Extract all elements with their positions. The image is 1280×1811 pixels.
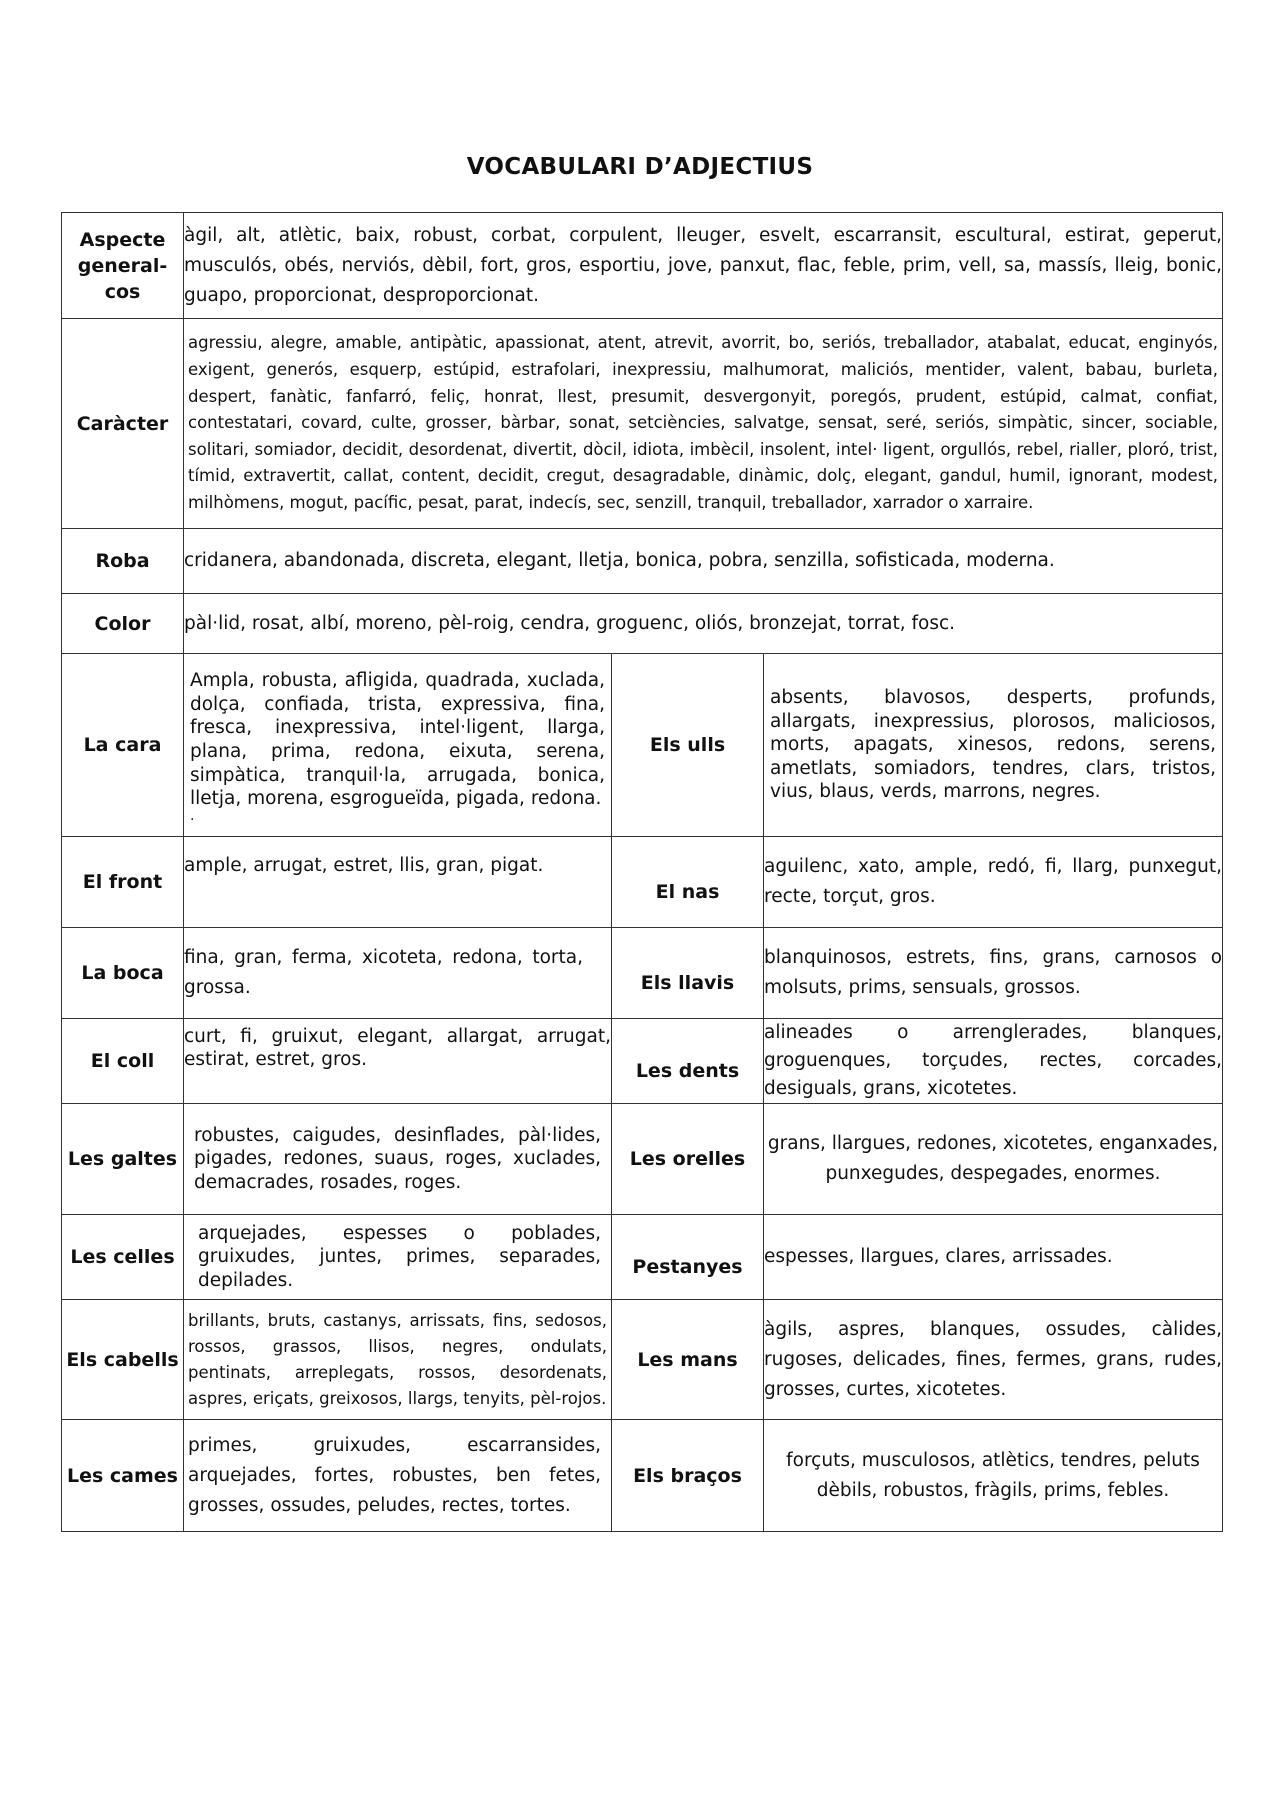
- row-text-dot: .: [190, 807, 195, 824]
- row-text-body: Ampla, robusta, afligida, quadrada, xuclada, dolça, confiada, trista, expressiva, fina, fresca, inexpressiva, intel·ligent, llarga, plana, prima, redona, eixuta, serena, simpàtica, tranquil·la, arrugada, bonica, lletja, morena, esgrogueïda, pigada, redona.: [190, 670, 605, 810]
- row-text: cridanera, abandonada, discreta, elegant, lletja, bonica, pobra, senzilla, sofisticada, moderna.: [184, 529, 1223, 594]
- row-text-2: absents, blavosos, desperts, profunds, allargats, inexpressius, plorosos, maliciosos, morts, apagats, xinesos, redons, serens, ametlats, somiadors, tendres, clars, tristos, vius, blaus, verds, marrons, negres.: [764, 654, 1223, 837]
- row-label: Color: [62, 594, 184, 654]
- row-label: Aspecte general-cos: [62, 213, 184, 319]
- row-text-2: forçuts, musculosos, atlètics, tendres, peluts dèbils, robustos, fràgils, prims, febles.: [764, 1420, 1223, 1532]
- row-label-2: Els llavis: [612, 928, 764, 1019]
- table-row: [62, 1019, 1223, 1104]
- row-text-2: blanquinosos, estrets, fins, grans, carnosos o molsuts, prims, sensuals, grossos.: [764, 928, 1223, 1019]
- row-text: pàl·lid, rosat, albí, moreno, pèl-roig, cendra, groguenc, oliós, bronzejat, torrat, fosc.: [184, 594, 1223, 654]
- table-row: [62, 529, 1223, 594]
- row-text: agressiu, alegre, amable, antipàtic, apassionat, atent, atrevit, avorrit, bo, seriós, treballador, atabalat, educat, enginyós, exigent, generós, esquerp, estúpid, estrafolari, inexpressiu, malhumorat, maliciós, mentider, valent, babau, burleta, despert, fanàtic, fanfarró, feliç, honrat, llest, presumit, desvergonyit, poregós, prudent, estúpid, calmat, confiat, contestatari, covard, culte, grosser, bàrbar, sonat, setciències, salvatge, sensat, seré, seriós, simpàtic, sincer, sociable, solitari, somiador, decidit, desordenat, divertit, dòcil, idiota, imbècil, insolent, intel· ligent, orgullós, rebel, rialler, ploró, trist, tímid, extravertit, callat, content, decidit, cregut, desagradable, dinàmic, dolç, elegant, gandul, humil, ignorant, modest, milhòmens, mogut, pacífic, pesat, parat, indecís, sec, senzill, tranquil, treballador, xarrador o xarraire.: [184, 319, 1223, 529]
- row-label: Les cames: [62, 1420, 184, 1532]
- table-row: [62, 1300, 1223, 1420]
- row-text: ample, arrugat, estret, llis, gran, pigat.: [184, 837, 612, 928]
- row-label: Roba: [62, 529, 184, 594]
- row-label: El front: [62, 837, 184, 928]
- row-text-2: grans, llargues, redones, xicotetes, enganxades, punxegudes, despegades, enormes.: [764, 1104, 1223, 1215]
- row-label: El coll: [62, 1019, 184, 1104]
- row-text: curt, fi, gruixut, elegant, allargat, arrugat, estirat, estret, gros.: [184, 1019, 612, 1104]
- table-row: [62, 319, 1223, 529]
- table-row: [62, 213, 1223, 319]
- row-text: arquejades, espesses o poblades, gruixudes, juntes, primes, separades, depilades.: [184, 1215, 612, 1300]
- row-label-2: Pestanyes: [612, 1215, 764, 1300]
- row-label-2: Les orelles: [612, 1104, 764, 1215]
- row-text-2: aguilenc, xato, ample, redó, fi, llarg, punxegut, recte, torçut, gros.: [764, 837, 1223, 928]
- row-text: primes, gruixudes, escarransides, arquejades, fortes, robustes, ben fetes, grosses, ossudes, peludes, rectes, tortes.: [184, 1420, 612, 1532]
- table-row: [62, 837, 1223, 928]
- table-row: [62, 1104, 1223, 1215]
- row-label: Caràcter: [62, 319, 184, 529]
- row-text-2: alineades o arrenglerades, blanques, groguenques, torçudes, rectes, corcades, desiguals, grans, xicotetes.: [764, 1019, 1223, 1104]
- row-label: La cara: [62, 654, 184, 837]
- vocabulary-table: [61, 212, 1223, 1532]
- row-label: Les galtes: [62, 1104, 184, 1215]
- row-text: [184, 654, 612, 837]
- page-title: VOCABULARI D’ADJECTIUS: [466, 154, 814, 180]
- table-row: [62, 1420, 1223, 1532]
- row-label-2: Els ulls: [612, 654, 764, 837]
- row-label-2: Les mans: [612, 1300, 764, 1420]
- row-label: La boca: [62, 928, 184, 1019]
- table-row: [62, 594, 1223, 654]
- row-label: Les celles: [62, 1215, 184, 1300]
- row-text: robustes, caigudes, desinflades, pàl·lides, pigades, redones, suaus, roges, xuclades, demacrades, rosades, roges.: [184, 1104, 612, 1215]
- table-row: [62, 654, 1223, 837]
- row-text: brillants, bruts, castanys, arrissats, fins, sedosos, rossos, grassos, llisos, negres, ondulats, pentinats, arreplegats, rossos, desordenats, aspres, eriçats, greixosos, llargs, tenyits, pèl-rojos.: [184, 1300, 612, 1420]
- table-row: [62, 928, 1223, 1019]
- row-label-2: Els braços: [612, 1420, 764, 1532]
- row-text-2: espesses, llargues, clares, arrissades.: [764, 1215, 1223, 1300]
- row-label-2: Les dents: [612, 1019, 764, 1104]
- table-row: [62, 1215, 1223, 1300]
- row-label-2: El nas: [612, 837, 764, 928]
- row-label: Els cabells: [62, 1300, 184, 1420]
- row-text-2: àgils, aspres, blanques, ossudes, càlides, rugoses, delicades, fines, fermes, grans, rudes, grosses, curtes, xicotetes.: [764, 1300, 1223, 1420]
- row-text: fina, gran, ferma, xicoteta, redona, torta, grossa.: [184, 928, 612, 1019]
- row-text: àgil, alt, atlètic, baix, robust, corbat, corpulent, lleuger, esvelt, escarransit, escultural, estirat, geperut, musculós, obés, nerviós, dèbil, fort, gros, esportiu, jove, panxut, flac, feble, prim, vell, sa, massís, lleig, bonic, guapo, proporcionat, desproporcionat.: [184, 213, 1223, 319]
